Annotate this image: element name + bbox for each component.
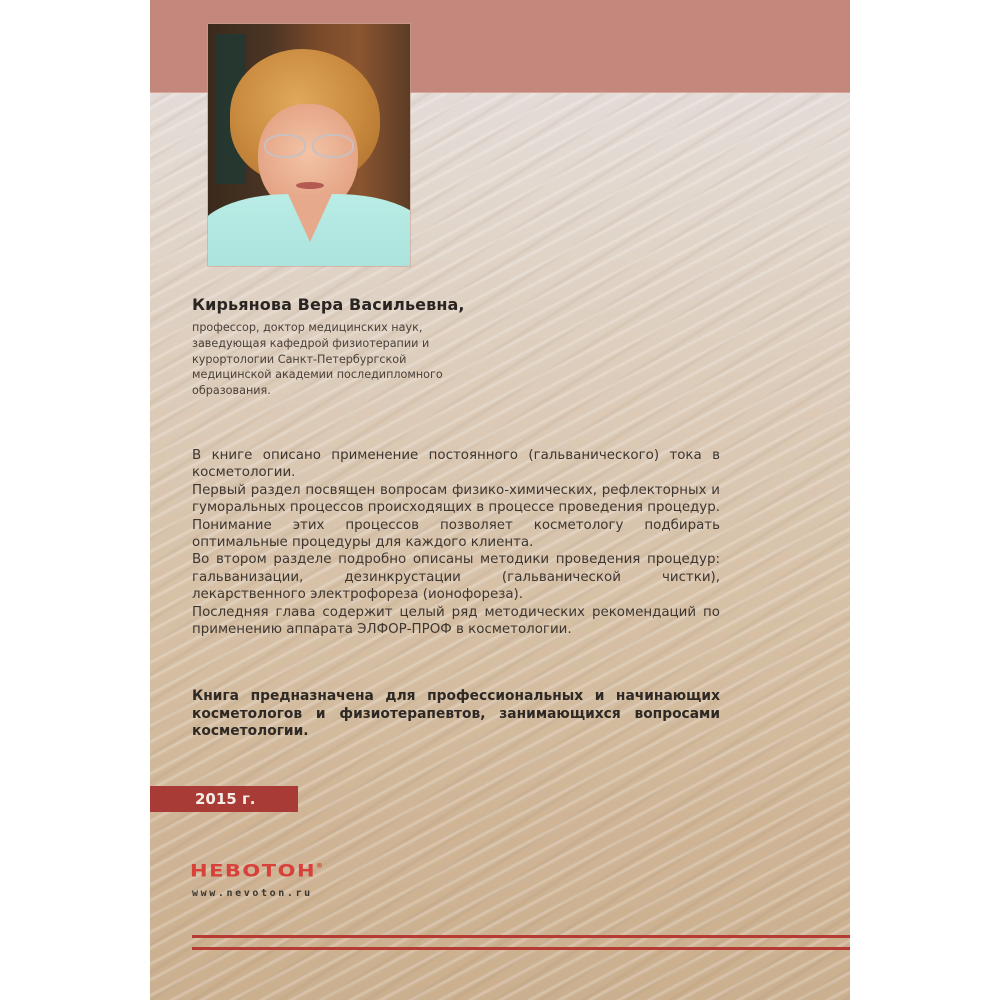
description-paragraph: Первый раздел посвящен вопросам физико-химических, рефлекторных и гуморальных процессов происходящих в процессе проведения процедур. Понимание этих процессов позволяет косметологу подбирать оптимальные процедуры для каждого клиента. [192,482,720,551]
author-bio-line: медицинской академии последипломного [192,368,443,382]
publisher-url[interactable]: www.nevoton.ru [192,888,313,899]
author-bio-line: курортологии Санкт-Петербургской [192,352,407,366]
target-audience: Книга предназначена для профессиональных и начинающих косметологов и физиотерапевтов, занимающихся вопросами косметологии. [192,688,720,740]
registered-mark-icon: ® [316,862,324,870]
publisher-name: НЕВОТОН [190,861,317,881]
description-paragraph: Во втором разделе подробно описаны методики проведения процедур: гальванизации, дезинкрустации (гальванической чистки), лекарственного электрофореза (ионофореза). [192,552,720,603]
year-badge [150,786,298,812]
footer-rule-bottom [192,947,850,950]
author-bio-line: профессор, доктор медицинских наук, [192,321,423,334]
publication-year: 2015 г. [195,790,256,808]
footer-rule-top [192,935,850,938]
photo-glasses-right [312,134,354,158]
photo-mouth [296,182,324,189]
description-paragraph: Последняя глава содержит целый ряд методических рекомендаций по применению аппарата ЭЛФОР-ПРОФ в косметологии. [192,604,720,638]
publisher-logo [190,861,323,881]
author-bio [192,320,492,399]
author-name: Кирьянова Вера Васильевна, [192,295,465,314]
author-bio-line: заведующая кафедрой физиотерапии и [192,336,430,350]
description-paragraph: В книге описано применение постоянного (гальванического) тока в косметологии. [192,448,720,481]
photo-glasses-left [264,134,306,158]
author-bio-line: образования. [192,384,271,398]
author-photo [208,24,410,266]
book-description [192,447,720,638]
book-back-cover [150,0,850,1000]
